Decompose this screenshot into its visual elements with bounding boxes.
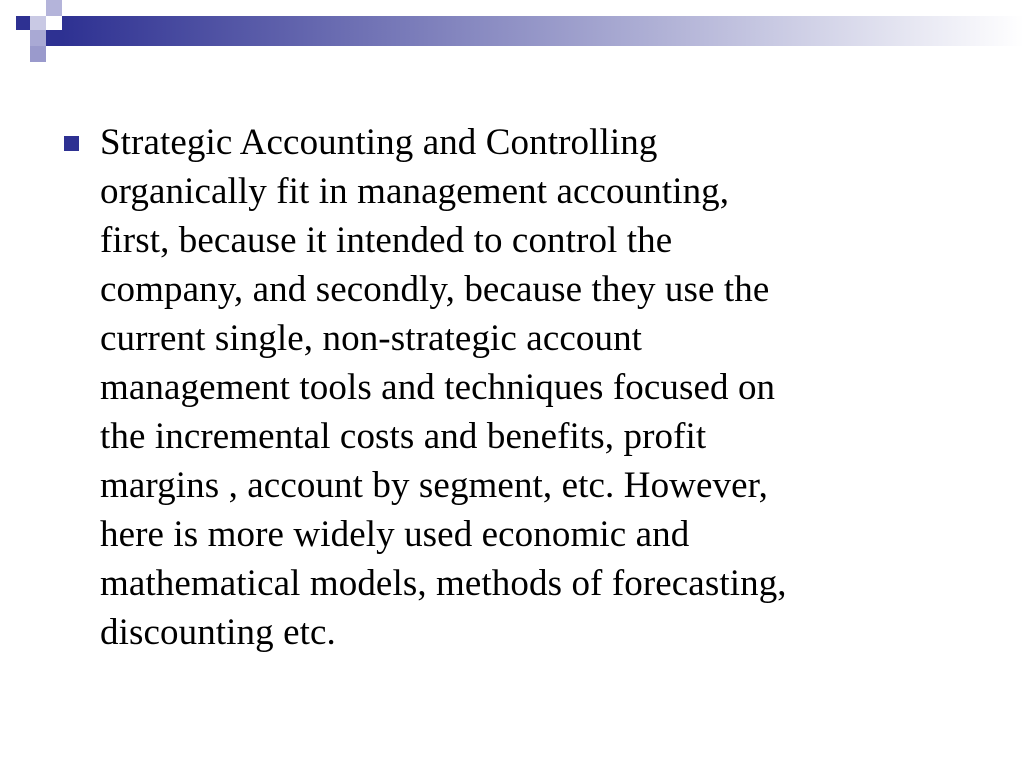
bullet-text-line: mathematical models, methods of forecasting, (100, 563, 787, 604)
header-square-light-4 (30, 46, 46, 62)
bullet-text-line: company, and secondly, because they use the (100, 269, 770, 310)
header-square-light-3 (30, 30, 46, 46)
header-square-dark-1 (16, 16, 30, 30)
header-square-dark-2 (46, 30, 62, 46)
bullet-text-line: organically fit in management accounting, (100, 171, 730, 212)
bullet-text-line: current single, non-strategic account (100, 318, 643, 359)
bullet-text-line: the incremental costs and benefits, profit (100, 416, 707, 457)
header-decoration (0, 0, 1024, 62)
header-gradient-bar (62, 16, 1024, 46)
bullet-text-line: management tools and techniques focused on (100, 367, 776, 408)
bullet-text-line: Strategic Accounting and Controlling (100, 122, 658, 163)
square-bullet-icon (64, 136, 79, 151)
bullet-text-line: margins , account by segment, etc. However, (100, 465, 768, 506)
slide-content (62, 118, 962, 657)
bullet-text-line: discounting etc. (100, 612, 336, 653)
bullet-text-line: first, because it intended to control the (100, 220, 673, 261)
bullet-item (62, 118, 962, 657)
header-square-light-2 (46, 0, 62, 16)
bullet-text-line: here is more widely used economic and (100, 514, 690, 555)
bullet-text (100, 118, 962, 657)
